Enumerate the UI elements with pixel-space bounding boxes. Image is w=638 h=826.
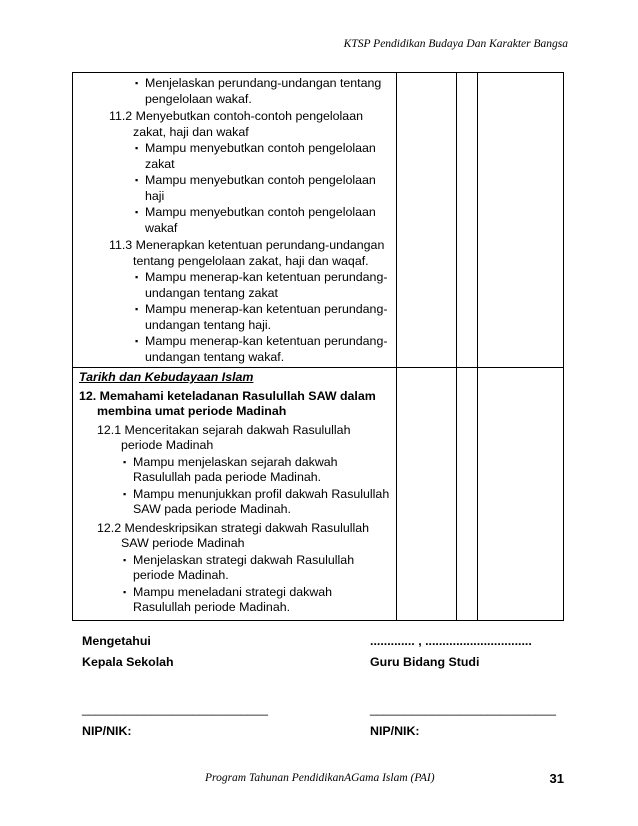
page-number: 31: [549, 771, 564, 786]
competency-heading: 12. Memahami keteladanan Rasulullah SAW dalam membina umat periode Madinah: [79, 388, 376, 418]
bullet-text: Mampu menyebutkan contoh pengelolaan zakat: [145, 141, 376, 171]
sig-right-line: ___________________________: [370, 702, 557, 716]
bullet-item: [79, 585, 392, 616]
empty-cell: [396, 73, 456, 368]
empty-cell: [396, 368, 456, 621]
bullet-item: [79, 487, 392, 518]
sig-right-nip: NIP/NIK:: [370, 724, 420, 738]
section-title: Tarikh dan Kebudayaan Islam: [79, 370, 254, 384]
bullet-text: Mampu menerap-kan ketentuan perundang-undangan tentang zakat: [145, 270, 388, 300]
bullet-text: Mampu menunjukkan profil dakwah Rasulullah SAW pada periode Madinah.: [133, 486, 390, 516]
bullet-icon: ▪: [135, 78, 139, 88]
sub-competency: 12.1 Menceritakan sejarah dakwah Rasulullah periode Madinah: [97, 422, 351, 452]
bullet-icon: ▪: [135, 207, 139, 217]
sig-right-date: ............. , ...............................: [370, 634, 532, 648]
bullet-icon: ▪: [135, 143, 139, 153]
table-row: [73, 73, 564, 368]
sig-left-line: ___________________________: [82, 702, 269, 716]
bullet-text: Menjelaskan perundang-undangan tentang pengelolaan wakaf.: [145, 76, 382, 106]
table-row: [73, 368, 564, 621]
bullet-icon: ▪: [135, 175, 139, 185]
sub-competency: 12.2 Mendeskripsikan strategi dakwah Rasulullah SAW periode Madinah: [97, 520, 370, 550]
bullet-icon: ▪: [123, 488, 127, 499]
bullet-text: Mampu menerap-kan ketentuan perundang-undangan tentang wakaf.: [145, 334, 388, 364]
bullet-item: [79, 334, 392, 365]
bullet-icon: ▪: [123, 586, 127, 597]
bullet-item: [79, 455, 392, 486]
program-table: [72, 72, 564, 621]
bullet-text: Mampu menyebutkan contoh pengelolaan haji: [145, 173, 376, 203]
bullet-text: Menjelaskan strategi dakwah Rasulullah periode Madinah.: [133, 552, 355, 582]
bullet-icon: ▪: [135, 336, 139, 346]
bullet-item: [79, 141, 392, 172]
bullet-item: [79, 302, 392, 333]
sub-competency: 11.2 Menyebutkan contoh-contoh pengelolaan zakat, haji dan wakaf: [109, 109, 363, 139]
row2-content: [73, 368, 396, 620]
empty-cell: [457, 73, 478, 368]
sig-left-role: Kepala Sekolah: [82, 655, 174, 669]
bullet-text: Mampu menerap-kan ketentuan perundang-undangan tentang haji.: [145, 302, 388, 332]
bullet-text: Mampu menjelaskan sejarah dakwah Rasulullah pada periode Madinah.: [133, 454, 338, 484]
running-header: KTSP Pendidikan Budaya Dan Karakter Bangsa: [343, 38, 568, 50]
row2-items: [79, 423, 392, 616]
bullet-icon: ▪: [135, 304, 139, 314]
bullet-icon: ▪: [123, 456, 127, 467]
bullet-icon: ▪: [123, 554, 127, 565]
bullet-text: Mampu meneladani strategi dakwah Rasulullah periode Madinah.: [133, 584, 333, 614]
bullet-item: [79, 76, 392, 107]
empty-cell: [478, 73, 564, 368]
sig-right-role: Guru Bidang Studi: [370, 655, 480, 669]
bullet-item: [79, 270, 392, 301]
bullet-text: Mampu menyebutkan contoh pengelolaan wakaf: [145, 205, 376, 235]
sig-left-nip: NIP/NIK:: [82, 724, 132, 738]
sub-competency: 11.3 Menerapkan ketentuan perundang-undangan tentang pengelolaan zakat, haji dan waqaf.: [109, 238, 385, 268]
bullet-item: [79, 553, 392, 584]
bullet-item: [79, 173, 392, 204]
bullet-icon: ▪: [135, 272, 139, 282]
sig-left-label: Mengetahui: [82, 634, 151, 648]
empty-cell: [478, 368, 564, 621]
empty-cell: [457, 368, 478, 621]
bullet-item: [79, 205, 392, 236]
footer-text: Program Tahunan PendidikanAGama Islam (PAI): [205, 772, 435, 784]
row1-content: [73, 73, 396, 367]
